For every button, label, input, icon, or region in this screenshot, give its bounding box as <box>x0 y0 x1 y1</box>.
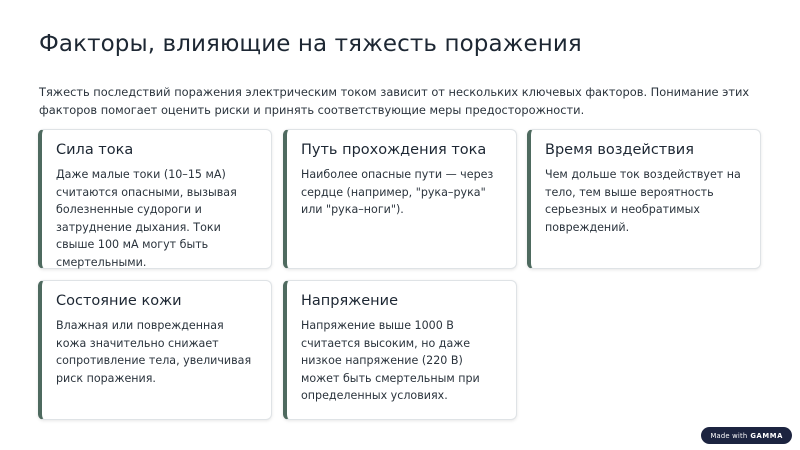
badge-prefix: Made with <box>710 431 748 440</box>
card-text: Чем дольше ток воздействует на тело, тем выше вероятность серьезных и необратимых повреждений. <box>545 168 741 234</box>
card-heading: Напряжение <box>301 293 399 309</box>
slide-title: Факторы, влияющие на тяжесть поражения <box>39 31 582 57</box>
card-skin-condition <box>38 280 272 420</box>
badge-brand: GAMMA <box>750 431 783 440</box>
card-voltage <box>283 280 517 420</box>
made-with-gamma-badge[interactable] <box>701 427 792 444</box>
card-current-path <box>283 129 517 269</box>
card-current-strength <box>38 129 272 269</box>
card-text: Даже малые токи (10–15 мА) считаются опасными, вызывая болезненные судороги и затруднение дыхания. Токи свыше 100 мА могут быть смертельными. <box>56 168 237 269</box>
card-heading: Путь прохождения тока <box>301 142 487 158</box>
card-exposure-time <box>527 129 761 269</box>
card-text: Напряжение выше 1000 В считается высоким, но даже низкое напряжение (220 В) может быть смертельным при определенных условиях. <box>301 319 480 403</box>
card-text: Влажная или поврежденная кожа значительно снижает сопротивление тела, увеличивая риск поражения. <box>56 319 252 385</box>
card-heading: Сила тока <box>56 142 134 158</box>
intro-paragraph: Тяжесть последствий поражения электрическим током зависит от нескольких ключевых факторов. Понимание этих факторов помогает оценить риски и принять соответствующие меры предосторожности. <box>39 85 750 117</box>
card-heading: Время воздействия <box>545 142 694 158</box>
card-heading: Состояние кожи <box>56 293 182 309</box>
card-text: Наиболее опасные пути — через сердце (например, "рука–рука" или "рука–ноги"). <box>301 168 494 217</box>
